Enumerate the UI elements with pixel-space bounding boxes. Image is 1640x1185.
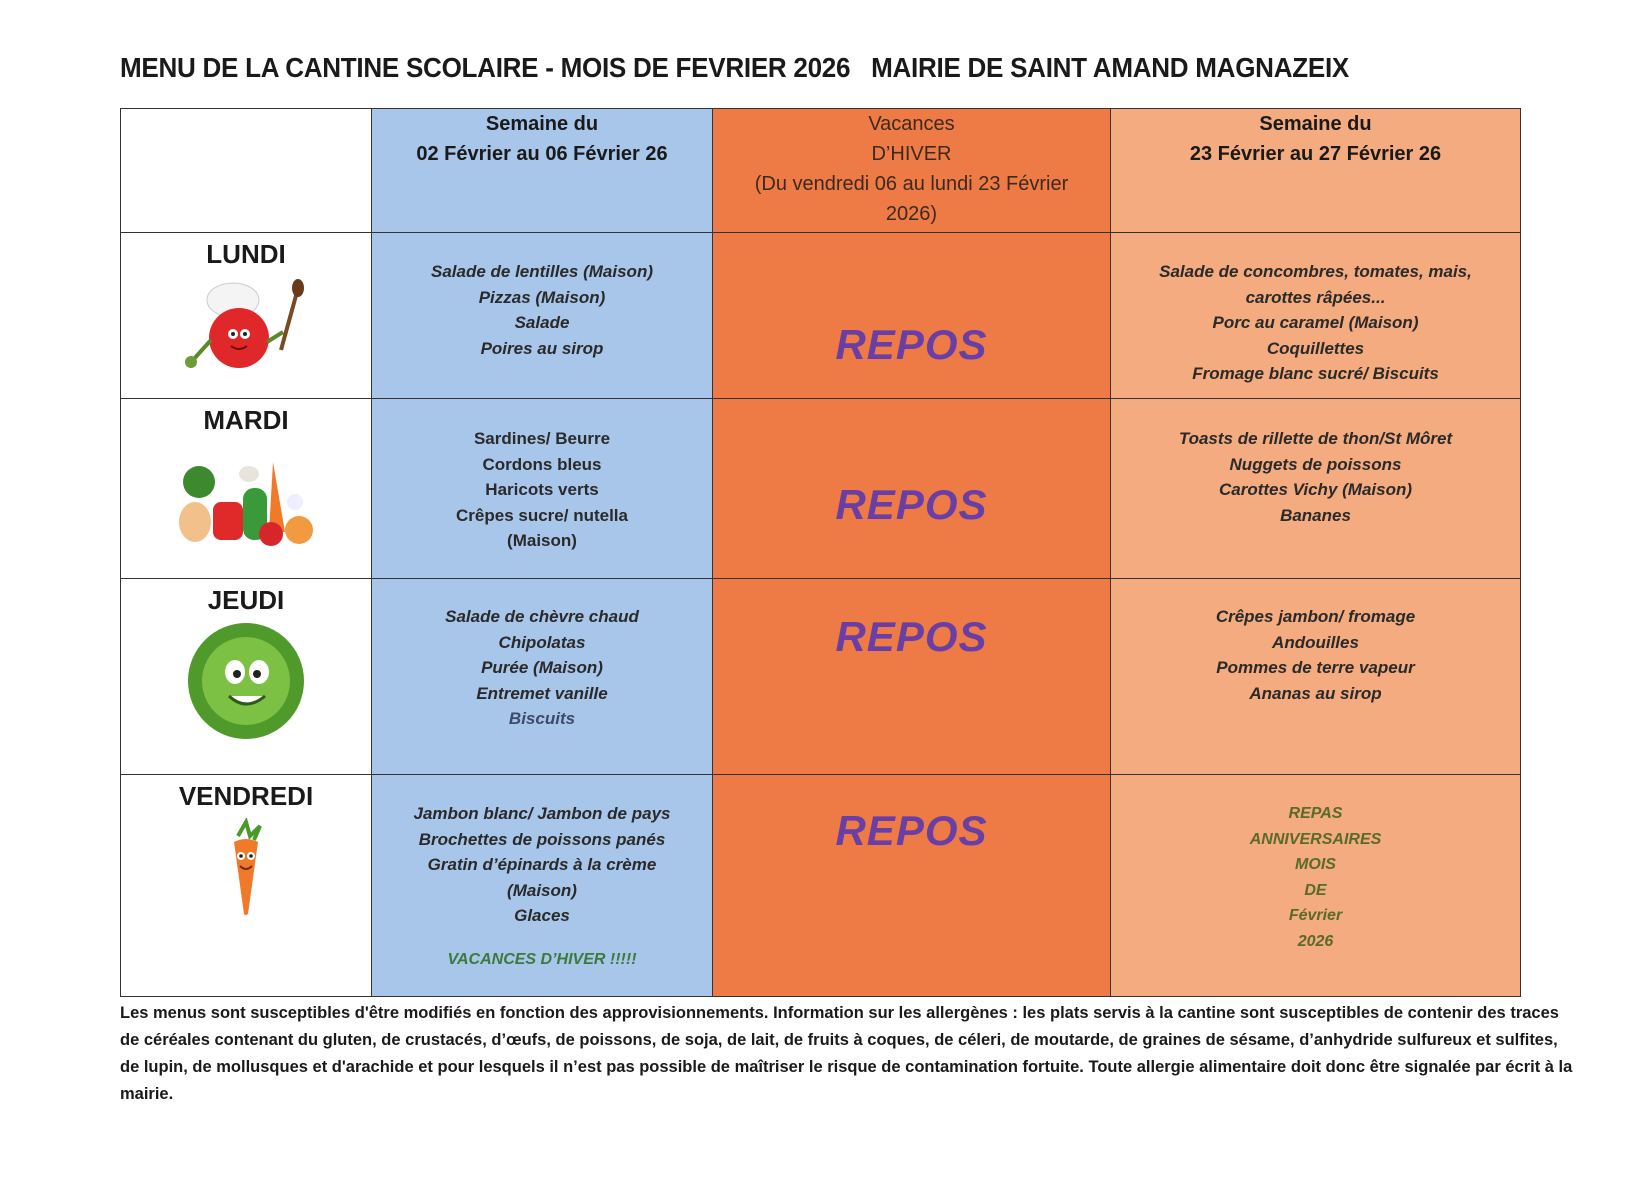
vacation-lundi-cell (713, 233, 1111, 399)
week2-header-dates: 23 Février au 27 Février 26 (1189, 143, 1442, 165)
dish: (Maison) (507, 531, 577, 550)
dish: Crêpes sucre/ nutella (456, 505, 628, 525)
vacation-header (713, 109, 1111, 233)
dish: Bananes (1280, 505, 1351, 525)
dish: Porc au caramel (Maison) (1212, 313, 1419, 332)
week2-mardi-cell (1111, 399, 1521, 579)
day-cell (121, 775, 372, 997)
vacation-vendredi-cell (713, 775, 1111, 997)
corner-cell (121, 109, 372, 233)
dish: Purée (Maison) (481, 658, 603, 677)
allergen-notice: Les menus sont susceptibles d'être modifiés en fonction des approvisionnements. Information sur les allergènes : les plats servis à la cantine sont susceptibles de contenir des traces de céréales contenant du gluten, de crustacés, d’œufs, de poissons, de soja, de lait, de fruits à coques, de céleri, de moutarde, de graines de sésame, d’anhydride sulfureux et sulfites, de lupin, de mollusques et d'arachide et pour lesquels il n’est pas possible de maîtriser le risque de contamination fortuite. Toute allergie alimentaire doit donc être signalée par écrit à la mairie. (120, 1004, 1573, 1103)
dish: Crêpes jambon/ fromage (1215, 607, 1416, 626)
week2-jeudi-cell (1111, 579, 1521, 775)
dish: Toasts de rillette de thon/St Môret (1178, 429, 1453, 448)
header-row (121, 109, 1521, 233)
menu-table (120, 108, 1521, 997)
dish: Salade de chèvre chaud (445, 607, 639, 626)
vacation-header-line3: (Du vendredi 06 au lundi 23 Février (754, 173, 1069, 195)
vacation-mardi-cell (713, 399, 1111, 579)
week2-header (1111, 109, 1521, 233)
day-row-lundi (121, 233, 1521, 399)
week1-jeudi-cell (372, 579, 713, 775)
dish: Salade de concombres, tomates, mais, (1159, 262, 1472, 281)
carrot-icon (216, 818, 276, 918)
dish: Cordons bleus (482, 454, 602, 474)
week2-vendredi-cell (1111, 775, 1521, 997)
dish: Entremet vanille (476, 683, 608, 703)
dish: Poires au sirop (480, 338, 604, 358)
dish: Brochettes de poissons panés (418, 829, 666, 849)
birthday-text: MOIS (1295, 856, 1336, 873)
day-label: MARDI (203, 405, 289, 435)
day-row-vendredi (121, 775, 1521, 997)
week1-mardi-cell (372, 399, 713, 579)
day-label: LUNDI (206, 239, 286, 269)
vacation-header-line1: Vacances (868, 113, 955, 135)
vacation-note: VACANCES D’HIVER !!!!! (447, 950, 637, 968)
day-row-jeudi (121, 579, 1521, 775)
dish: Salade de lentilles (Maison) (430, 262, 653, 281)
week1-lundi-cell (372, 233, 713, 399)
dish: Fromage blanc sucré/ Biscuits (1192, 364, 1439, 383)
dish: carottes râpées... (1245, 287, 1386, 307)
day-cell (121, 399, 372, 579)
dish: Nuggets de poissons (1229, 454, 1402, 474)
week1-vendredi-cell (372, 775, 713, 997)
week2-lundi-cell (1111, 233, 1521, 399)
week1-header (372, 109, 713, 233)
vegetables-group-icon (171, 452, 321, 562)
repos-label: REPOS (835, 807, 988, 854)
dish: Sardines/ Beurre (473, 429, 611, 448)
dish: (Maison) (507, 880, 577, 900)
dish: Coquillettes (1266, 338, 1365, 358)
day-row-mardi (121, 399, 1521, 579)
dish: Chipolatas (498, 632, 586, 652)
page-title: MENU DE LA CANTINE SCOLAIRE - MOIS DE FEVRIER 2026 MAIRIE DE SAINT AMAND MAGNAZEIX (120, 52, 1349, 83)
day-label: JEUDI (207, 585, 285, 615)
week1-header-dates: 02 Février au 06 Février 26 (416, 143, 668, 165)
birthday-text: ANNIVERSAIRES (1249, 830, 1382, 848)
birthday-text: Février (1288, 907, 1343, 924)
dish: Pommes de terre vapeur (1216, 658, 1415, 677)
dish: Gratin d’épinards à la crème (427, 855, 657, 874)
dish: Carottes Vichy (Maison) (1218, 480, 1413, 499)
dish: Pizzas (Maison) (478, 287, 606, 307)
vacation-jeudi-cell (713, 579, 1111, 775)
vacation-header-line4: 2026) (885, 203, 938, 225)
dish: Biscuits (508, 709, 576, 728)
dish: Salade (514, 313, 570, 332)
birthday-text: DE (1304, 881, 1327, 899)
dish: Haricots verts (485, 480, 599, 499)
dish: Ananas au sirop (1249, 683, 1382, 703)
week2-header-line1: Semaine du (1259, 113, 1372, 135)
day-cell (121, 233, 372, 399)
chef-tomato-icon (171, 270, 321, 380)
repos-label: REPOS (835, 321, 988, 368)
birthday-text: 2026 (1297, 932, 1334, 950)
repos-label: REPOS (835, 613, 988, 660)
vacation-header-line2: D’HIVER (871, 143, 952, 165)
day-cell (121, 579, 372, 775)
lettuce-icon (181, 616, 311, 746)
dish: Andouilles (1272, 632, 1359, 652)
dish: Glaces (514, 906, 570, 925)
birthday-text: REPAS (1288, 805, 1343, 822)
day-label: VENDREDI (178, 781, 314, 811)
repos-label: REPOS (835, 481, 988, 528)
dish: Jambon blanc/ Jambon de pays (413, 804, 671, 823)
week1-header-line1: Semaine du (485, 113, 599, 135)
